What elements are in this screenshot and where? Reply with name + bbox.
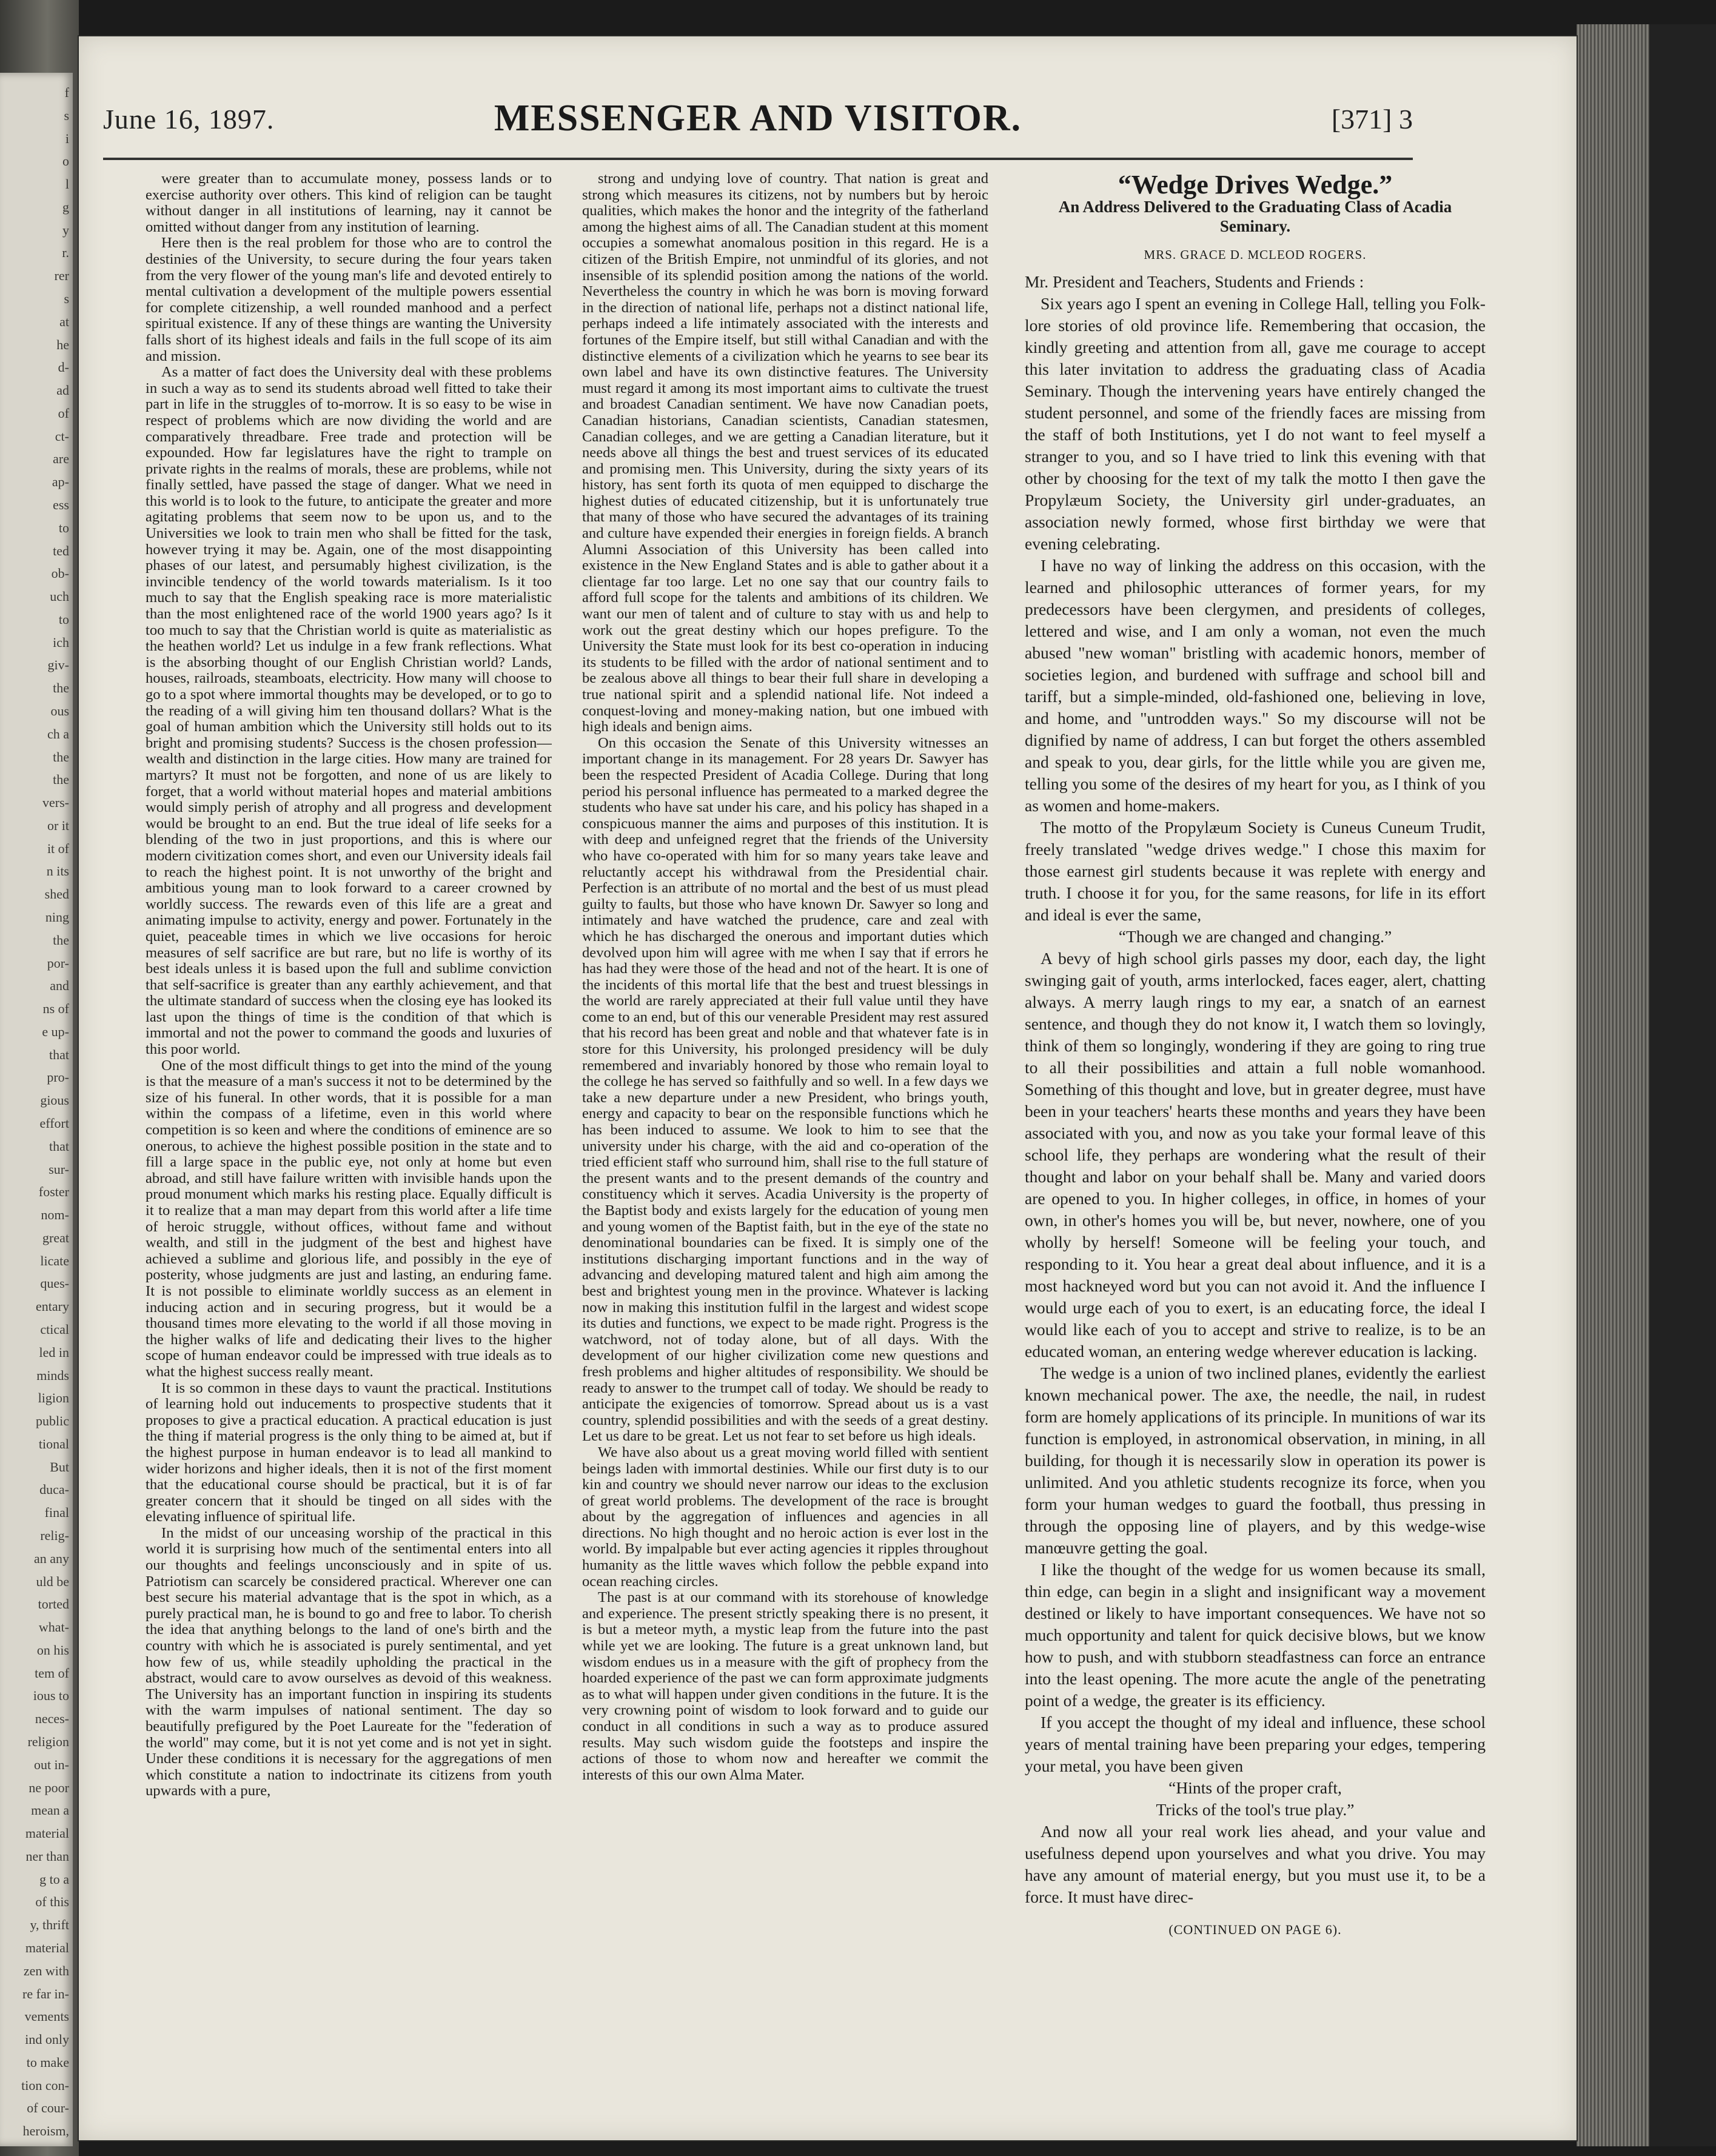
previous-page-fragment: ess [53, 497, 69, 512]
previous-page-fragment: an any [33, 1551, 69, 1566]
previous-page-fragment: ap- [52, 474, 69, 489]
previous-page-fragment: religion [27, 1734, 69, 1749]
previous-page-fragment: material [25, 1826, 69, 1841]
previous-page-fragment: torted [38, 1596, 69, 1612]
previous-page-fragment: y [62, 223, 69, 238]
paragraph: The past is at our command with its storehouse of knowledge and experience. The present strictly speaking there is no present, it is but a meteor myth, a mystic leap from the future into the past while yet we are looking. The future is a great unknown land, but wisdom endues us in a measure with the gift of prophecy from the hoarded experience of the past we can form approximate judgments as to what will happen under given conditions in the future. It is the very crowning point of wisdom to look forward and to guide our conduct in all conditions in such a way as to produce assured results. May such wisdom guide the footsteps and inspire the actions of those to whom now and hereafter we commit the interests of this our own Alma Mater. [582, 1589, 988, 1783]
previous-page-fragment: entary [36, 1299, 69, 1314]
previous-page-fragment: n its [46, 863, 69, 879]
paragraph: The wedge is a union of two inclined planes, evidently the earliest known mechanical power. The axe, the needle, the nail, in rudest form are homely applications of its principle. In munitions of war its function is employed, in astronomical observation, in mining, in all building, for though it is necessarily slow in operation its power is unlimited. And you athletic students recognize its force, when you form your human wedges to guard the football, thus pressing in through the opposing line of players, and by this wedge-wise manœuvre getting the goal. [1025, 1364, 1486, 1558]
previous-page-fragment: por- [47, 956, 69, 971]
paragraph: It is so common in these days to vaunt the practical. Institutions of learning hold out inducements to prospective students that it proposes to give a practical education. A practical education is just the thing if material progress is the only thing to be aimed at, but if the highest purpose in human endeavor is to lead all mankind to wider horizons and higher ideals, then it is not of the first moment that the educational course should be practical, but it is of far greater concern that it should be tinged on all sides with the elevating influence of spiritual life. [146, 1379, 552, 1525]
previous-page-fragment: shed [44, 886, 69, 902]
previous-page-fragment: uld be [36, 1574, 69, 1589]
previous-page-fragment: material [25, 1940, 69, 1955]
previous-page-fragment: ques- [40, 1276, 69, 1291]
previous-page-fragment: ner than [25, 1849, 69, 1864]
salutation: Mr. President and Teachers, Students and Friends : [1025, 272, 1364, 292]
paragraph: I have no way of linking the address on this occasion, with the learned and philosophic utterances of former years, for my predecessors have been clergymen, and presidents of colleges, lettered and wise, and I am only a woman, not even the much abused "new woman" bristling with academic honors, member of societies legion, and burdened with suffrage and school bill and tariff, but a simple-minded, old-fashioned one, believing in love, and home, and "untrodden ways." So my discourse will not be dignified by name of address, I can but forget the others assembled and speak to you, dear girls, for the little while you are given me, telling you some of the desires of my heart for you, as I think of you as women and home-makers. [1025, 556, 1486, 815]
previous-page-fragment: tion con- [21, 2078, 69, 2093]
previous-page-fragment: public [36, 1413, 69, 1428]
previous-page-fragment: vers- [42, 795, 69, 810]
previous-page-fragment: at [59, 314, 69, 329]
previous-page-fragment: ad [56, 383, 69, 398]
paragraph: Six years ago I spent an evening in College Hall, telling you Folk-lore stories of old province life. Remembering that occasion, the kindly greeting and attention from all, gave me courage to accept this later invitation to address the graduating class of Acadia Seminary. Though the intervening years have entirely changed the student personnel, and some of the friendly faces are missing from the staff of both Institutions, yet I do not want to feel myself a stranger to you, and so I have tried to link this evening with that other by choosing for the text of my talk the motto I then gave the Propylæum Society, the University girl under-graduates, an association newly formed, whose first birthday we were that evening celebrating. [1025, 294, 1486, 554]
previous-page-fragment: to [58, 520, 69, 535]
previous-page-edge [0, 73, 73, 2146]
previous-page-fragment: licate [40, 1253, 69, 1268]
binding-margin [0, 0, 79, 2156]
paragraph: strong and undying love of country. That nation is great and strong which measures its citizens, not by numbers but by heroic qualities, which makes the honor and the integrity of the fatherland among the highest aims of all. The Canadian student at this moment occupies a somewhat anomalous position in this regard. He is a citizen of the British Empire, not unmindful of its glories, and not insensible of its splendid position among the nations of the world. Nevertheless the country in which he was born is moving forward in the direction of national life, perhaps not a distinct national life, perhaps indeed a life intimately associated with the interests and fortunes of the Empire itself, but still withal Canadian and with the distinctive elements of a civilization which he yearns to see bear its own label and have its own distinctive features. The University must regard it among its most important aims to cultivate the truest and broadest Canadian sentiment. We have now Canadian poets, Canadian historians, Canadian scientists, Canadian statesmen, Canadian colleges, and we are getting a Canadian literature, but it needs above all things the best and truest services of its educated and promising men. This University, during the sixty years of its history, has sent forth its quota of men equipped to discharge the highest duties of educated citizenship, but it is unfortunately true that many of those who have secured the advantages of its training and culture have expended their energies in foreign fields. A branch Alumni Association of this University has been called into existence in the New England States and is able to gather about it a clientage far too large. Let no one say that our country fails to afford full scope for the talents and ambitions of its children. We want our men of talent and of culture to stay with us and help to work out the great destiny which our hopes prefigure. To the University the State must look for its best co-operation in inducing its students to be filled with the ardor of national sentiment and to be zealous above all things to bear their full share in developing a true national spirit and a splendid national life. Not indeed a conquest-loving and money-making nation, but one imbued with high ideals and benign aims. [582, 171, 988, 735]
previous-page-fragment: ious to [33, 1688, 69, 1703]
previous-page-fragment: pro- [47, 1070, 69, 1085]
previous-page-fragment: to make [26, 2055, 69, 2070]
previous-page-fragment: ch a [47, 726, 69, 742]
page-number: [371] 3 [1331, 104, 1413, 135]
paragraph: Here then is the real problem for those who are to control the destinies of the University, to secure during the four years taken from the very flower of the young man's life and devoted entirely to mental cultivation a development of the multiple powers essential for complete citizenship, a well rounded manhood and a perfect spiritual existence. If any of these things are wanting the University falls short of its highest ideals and fails in the full scope of its aim and mission. [146, 235, 552, 364]
column-3 [1025, 171, 1486, 2099]
previous-page-fragment: tem of [35, 1666, 69, 1681]
verse-2 [1025, 1777, 1486, 1821]
previous-page-fragment: of this [35, 1894, 69, 1909]
previous-page-fragment: s [64, 108, 69, 123]
previous-page-fragment: sur- [49, 1162, 69, 1177]
header-rule [103, 158, 1413, 160]
previous-page-fragment: giv- [47, 657, 69, 672]
previous-page-fragment: gious [40, 1093, 69, 1108]
previous-page-fragment: o [62, 153, 69, 169]
page-stack-edge [1577, 24, 1716, 2146]
previous-page-fragment: of [58, 406, 69, 421]
previous-page-fragment: and [50, 978, 69, 993]
previous-page-fragment: uch [50, 589, 69, 604]
paragraph: And now all your real work lies ahead, and your value and usefulness depend upon yourselves and what you drive. You may have any amount of material energy, but you must use it, to be a force. It must have direc- [1025, 1822, 1486, 1907]
previous-page-fragment: the [53, 680, 69, 695]
previous-page-fragment: g to a [39, 1872, 69, 1887]
paragraph: As a matter of fact does the University deal with these problems in such a way as to send its students abroad well fitted to take their part in life in the struggles of to-morrow. It is so easy to be wise in respect of problems which are now dividing the world and are comparatively threadbare. Free trade and protection will be expounded. How far legislatures have the right to trample on private rights in the realms of morals, these are problems, while not finally settled, have passed the stage of danger. What we need in this world is to look to the future, to anticipate the greater and more agitating problems that seem now to be upon us, and to the Universities we look to train men who shall be fitted for the task, however trying it may be. Again, one of the most disappointing phases of our latest, and persumably highest civilization, is the invincible tendency of the world towards materialism. Is it too much to say that the English speaking race is more materialistic than the most enlightened race of the world 1900 years ago? Is it too much to say that the Christian world is quite as materialistic as the heathen world? Let us indulge in a few frank reflections. What is the absorbing thought of our English Christian world? Lands, houses, railroads, steamboats, electricity. How many will choose to go to a spot where immortal thoughts may be developed, or to go to the reading of a will giving him ten thousand dollars? What is the goal of human ambition which the University still holds out to its bright and promising students? Success is the chosen profession—wealth and distinction in the large cities. How many are trained for martyrs? It must not be forgotten, and none of us are likely to forget, that a world without material hopes and material ambitions would simply perish of atrophy and all progress and development would be brought to an end. But the true ideal of life seeks for a blending of the two in just proportions, and this is where our modern civitization comes short, and even our University ideals fail to reach the highest point. It is not unworthy of the bright and ambitious young man to look forward to a career crowned by worldly success. The rewards even of this life are a great and animating impulse to activity, energy and power. Fortunately in the quiet, peaceable times in which we live occasions for heroic measures of self sacrifice are but rare, but no life is worthy of its best ideals unless it is based upon the full and sublime conviction that self-sacrifice is greater than any earthly achievement, and that the ultimate standard of success when the closing eye has looked its last upon the things of time is the condition of that which is immortal and not the power to command the goods and luxuries of this poor world. [146, 364, 552, 1058]
previous-page-fragment: g [62, 199, 69, 215]
article-subtitle: An Address Delivered to the Graduating Class of Acadia Seminary. [1058, 197, 1452, 235]
previous-page-fragment: it of [47, 841, 69, 856]
previous-page-fragment: vements [24, 2009, 69, 2024]
previous-page-fragment: ns of [42, 1001, 69, 1016]
paragraph: If you accept the thought of my ideal and influence, these school years of mental training have been preparing your edges, tempering your metal, you have been given [1025, 1713, 1486, 1776]
previous-page-fragment: mean a [31, 1803, 69, 1818]
previous-page-fragment: ich [53, 635, 69, 650]
previous-page-fragment: ne poor [28, 1780, 69, 1795]
previous-page-fragment: the [53, 932, 69, 948]
previous-page-fragment: ind only [25, 2032, 69, 2047]
previous-page-fragment: re far in- [22, 1986, 69, 2001]
previous-page-fragment: ct- [55, 429, 69, 444]
previous-page-fragment: of cour- [27, 2100, 69, 2115]
paragraph: On this occasion the Senate of this University witnesses an important change in its management. For 28 years Dr. Sawyer has been the respected President of Acadia College. During that long period his personal influence has permeated to a marked degree the students who have sat under his care, and his policy has shaped in a conspicuous manner the aims and purposes of this institution. It is with deep and unfeigned regret that the friends of the University who have co-operated with him for so many years take leave and reluctantly accept his withdrawal from the Presidential chair. Perfection is an attribute of no mortal and the best of us must plead guilty to faults, but those who have known Dr. Sawyer so long and intimately and have watched the prudence, care and zeal with which he has discharged the onerous and important duties which devolved upon him will agree with me when I say that if errors he has had they were those of the head and not of the heart. It is one of the incidents of this mortal life that the best and truest blessings in the world are rarely appreciated at their full value until they have come to an end, but of this our venerable President may rest assured that his record has been great and noble and that whatever fate is in store for this University, his prolonged presidency will be duly remembered and invariably honored by those who remain loyal to the college he has served so faithfully and so well. In a few days we take a new departure under a new President, who brings youth, energy and capacity to bear on the responsible functions which he has been induced to assume. We look to him to see that the university under his charge, with the aid and co-operation of the tried efficient staff who surround him, shall rise to the full stature of the present wants and to the present demands of the country and constituency which it serves. Acadia University is the property of the Baptist body and exists largely for the education of young men and young women of the Baptist faith, but in the eye of the state no denominational boundaries can be fixed. It is simply one of the institutions discharging important functions and in the way of advancing and developing matured talent and high aim among the best and brightest young men in the province. Whatever is lacking now in making this institution fulfil in the largest and widest scope its duties and functions, we expect to be made right. Progress is the watchword, not of today alone, but of all days. With the development of our higher civilization come new questions and fresh problems and higher altitudes of responsibility. We should be ready to answer to the trumpet call of today. We should be ready to anticipate the exigencies of tomorrow. Spread about us is a vast country, splendid possibilities and with the seeds of a great destiny. Let us dare to be great. Let us not fear to set before us high ideals. [582, 734, 988, 1445]
previous-page-fragment: ligion [38, 1390, 69, 1405]
column-2 [582, 171, 988, 2099]
previous-page-fragment: neces- [35, 1711, 69, 1726]
previous-page-fragment: the [53, 772, 69, 787]
previous-page-fragment: d- [58, 360, 69, 375]
previous-page-fragment: heroism, [22, 2123, 69, 2138]
previous-page-fragment: ctical [40, 1322, 69, 1337]
article-paragraphs-2 [1025, 948, 1486, 1777]
previous-page-fragment: that [49, 1047, 69, 1062]
previous-page-fragment: duca- [39, 1482, 69, 1497]
previous-page-fragment: great [42, 1230, 69, 1245]
previous-page-fragment: relig- [40, 1528, 69, 1543]
previous-page-fragment: led in [39, 1345, 69, 1360]
previous-page-fragment: on his [36, 1642, 69, 1658]
previous-page-fragment: y, thrift [30, 1917, 69, 1932]
previous-page-fragment: f [64, 85, 69, 100]
previous-page-fragment: to [58, 612, 69, 627]
previous-page-fragment: the [53, 749, 69, 765]
article-title: “Wedge Drives Wedge.” [1118, 171, 1393, 199]
previous-page-fragment: foster [38, 1184, 69, 1199]
running-head [103, 79, 1413, 152]
previous-page-fragment: rer [54, 268, 69, 283]
previous-page-fragment: he [56, 337, 69, 352]
previous-page-fragment: e up- [42, 1024, 69, 1039]
article-body [1025, 271, 1486, 1941]
verse-2-line-1: “Hints of the proper craft, [1168, 1778, 1342, 1798]
paragraph: A bevy of high school girls passes my door, each day, the light swinging gait of youth, arms interlocked, faces eager, alert, chatting always. A merry laugh rings to my ear, a snatch of an earnest sentence, and though they do not know it, I watch them so lovingly, think of them so longingly, wondering if they are going to ring true to all their possibilities and attain a full noble womanhood. Something of this thought and love, but in greater degree, must have been in your teachers' hearts these months and years they have been associated with you, and now as you take your formal leave of this school life, they perhaps are wondering what the result of their thought and labor on your behalf shall be. Many and varied doors are opened to you. In higher colleges, in office, in homes of your own, in other's homes you will be, but never, nowhere, one of you wholly by herself! Someone will be feeling your touch, and responding to it. You hear a great deal about influence, and it is a most hackneyed word but you can not avoid it. And the influence I would urge each of you to exert, is an educating force, the ideal I would like each of you to accept and strive to realize, is to be an educated woman, an entering wedge wherever education is lacking. [1025, 949, 1486, 1361]
paragraph: The motto of the Propylæum Society is Cuneus Cuneum Trudit, freely translated "wedge drives wedge." I chose this maxim for those earnest girl students because it was replete with energy and truth. I choose it for you, for the same reasons, for life in its effort and ideal is ever the same, [1025, 818, 1486, 925]
issue-date: June 16, 1897. [103, 104, 275, 135]
previous-page-fragment: l [65, 176, 69, 192]
paragraph: One of the most difficult things to get into the mind of the young is that the measure of a man's success it not to be determined by the size of his funeral. In other words, that it is possible for a man within the compass of a lifetime, even in this world where competition is so keen and where the conditions of eminence are so onerous, to achieve the highest possible position in the state and to fill a large space in the public eye, not only at home but even abroad, and still have failure written with invisible hands upon the proud monument which marks his resting place. Equally difficult is it to realize that a man may depart from this world after a life time of heroic struggle, without offices, without fame and without wealth, and still in the judgment of the best and highest have achieved a sublime and glorious life, and possibly in the eye of posterity, whose judgments are just and lasting, an enduring fame. It is not possible to eliminate worldly success as an element in inducing action and in securing progress, but it would be a thousand times more elevating to the world if all those moving in the higher walks of life and dedicating their lives to the higher scope of human endeavor could be impressed with true ideals as to what the highest success really meant. [146, 1057, 552, 1380]
previous-page-fragment: But [50, 1459, 69, 1475]
paragraph: In the midst of our unceasing worship of the practical in this world it is surprising how much of the sentimental enters into all our thoughts and feelings unconsciously and in spite of us. Patriotism can scarcely be considered practical. Wherever one can best secure his material advantage that is the spot in which, as a purely practical man, he is bound to go and free to labor. To cherish the idea that anything belongs to the land of one's birth and the country with which he is associated is purely sentimental, and yet how few of us, while steadily upholding the practical in the abstract, would care to avow ourselves as devoid of this weakness. The University has an important function in inspiring its students with the warm impulses of national sentiment. The day so beautifully prefigured by the Poet Laureate for the "federation of the world" may come, but it is not yet come and is not yet in sight. Under these conditions it is necessary for the aggregations of men which constitute a nation to indoctrinate its citizens from youth upwards with a pure, [146, 1524, 552, 1799]
article-author: MRS. GRACE D. MCLEOD ROGERS. [1144, 247, 1367, 262]
previous-page-fragment: r. [62, 245, 69, 260]
paragraph: were greater than to accumulate money, possess lands or to exercise authority over others. This kind of religion can be taught without danger in all institutions of learning, nay it cannot be omitted without danger from any institution of learning. [146, 171, 552, 235]
paragraph: We have also about us a great moving world filled with sentient beings laden with immortal destinies. While our first duty is to our kin and country we should never narrow our ideas to the exclusion of great world problems. The development of the race is brought about by the aggregation of influences and agencies in all directions. No high thought and no heroic action is ever lost in the world. By impalpable but ever acting agencies it ripples throughout humanity as the little waves which follow the pebble expand into ocean reaching circles. [582, 1444, 988, 1590]
previous-page-fragment: effort [39, 1116, 69, 1131]
paper-title: MESSENGER AND VISITOR. [494, 98, 1022, 139]
previous-page-fragment: nom- [41, 1207, 69, 1222]
verse-2-line-2: Tricks of the tool's true play.” [1156, 1800, 1355, 1820]
article-paragraphs-1 [1025, 293, 1486, 926]
previous-page-fragment: ob- [51, 566, 69, 581]
previous-page-fragment: tional [38, 1436, 69, 1451]
previous-page-fragment: i [65, 131, 69, 146]
column-1 [146, 171, 552, 2099]
previous-page-fragment: or it [47, 818, 69, 833]
newspaper-page [79, 36, 1577, 2140]
previous-page-fragment: ted [53, 543, 69, 558]
previous-page-fragment: minds [36, 1368, 69, 1383]
previous-page-fragment: final [44, 1505, 69, 1520]
previous-page-fragment: s [64, 291, 69, 306]
previous-page-fragment: are [53, 451, 69, 466]
previous-page-fragment: zen with [23, 1963, 69, 1978]
paragraph: I like the thought of the wedge for us women because its small, thin edge, can begin in a slight and insignificant way a movement destined or likely to have important consequences. We have not so much opportunity and talent for quick decisive blows, but we know how to push, and with stubborn steadfastness can force an entrance into the least opening. The more acute the angle of the penetrating point of a wedge, the greater is its efficiency. [1025, 1560, 1486, 1710]
previous-page-fragment: out in- [33, 1757, 69, 1772]
previous-page-fragment: ous [50, 703, 69, 718]
article-paragraphs-3 [1025, 1821, 1486, 1908]
continued-notice: (CONTINUED ON PAGE 6). [1168, 1922, 1342, 1938]
previous-page-fragment: ning [45, 909, 69, 925]
verse-1: “Though we are changed and changing.” [1118, 927, 1392, 946]
previous-page-fragment: that [49, 1139, 69, 1154]
previous-page-fragment: what- [38, 1619, 69, 1635]
